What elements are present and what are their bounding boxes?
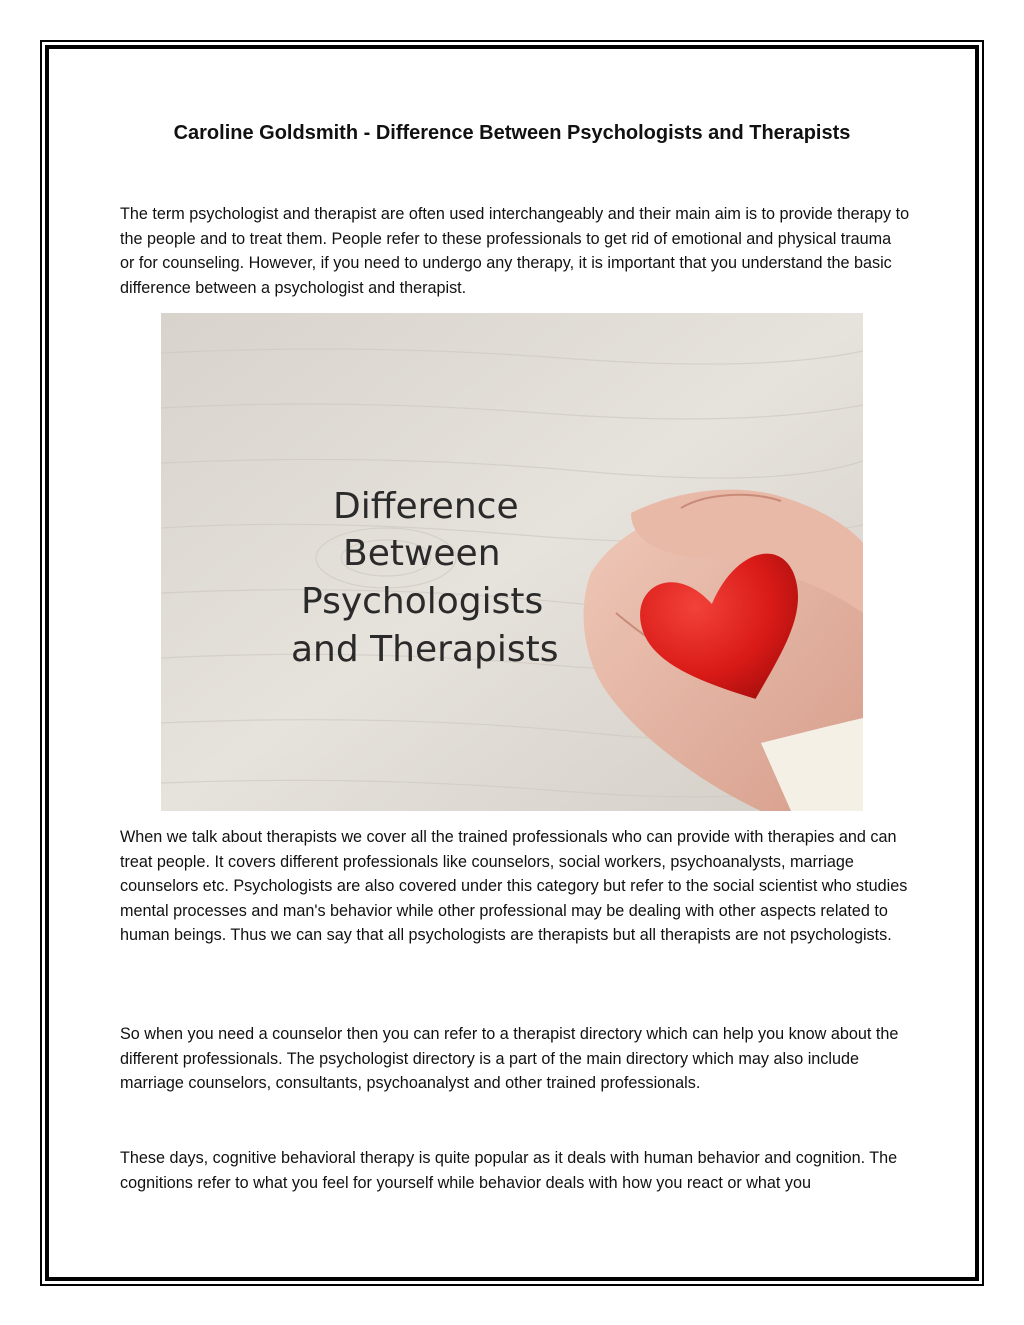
page-title: Caroline Goldsmith - Difference Between Psychologists and Therapists <box>173 122 851 144</box>
hero-image <box>161 313 863 811</box>
paragraph-intro: The term psychologist and therapist are often used interchangeably and their main aim is to provide therapy to the people and to treat them. People refer to these professionals to get rid of emotional and physical trauma or for counseling. However, if you need to undergo any therapy, it is important that you understand the basic difference between a psychologist and therapist. <box>120 205 910 297</box>
paragraph-cbt: These days, cognitive behavioral therapy is quite popular as it deals with human behavior and cognition. The cognitions refer to what you feel for yourself while behavior deals with how you react or what you <box>120 1149 898 1192</box>
image-text-line-1: Difference <box>333 486 519 527</box>
paragraph-directory: So when you need a counselor then you can refer to a therapist directory which can help you know about the different professionals. The psychologist directory is a part of the main directory which may also include marriage counselors, consultants, psychoanalyst and other trained professionals. <box>120 1025 899 1092</box>
image-text-line-3: Psychologists <box>301 581 544 622</box>
paragraph-therapists: When we talk about therapists we cover all the trained professionals who can provide with therapies and can treat people. It covers different professionals like counselors, social workers, psychoanalysts, marriage counselors etc. Psychologists are also covered under this category but refer to the social scientist who studies mental processes and man's behavior while other professional may be dealing with other aspects related to human beings. Thus we can say that all psychologists are therapists but all therapists are not psychologists. <box>120 828 908 944</box>
image-text-line-4: and Therapists <box>291 629 559 670</box>
image-text-line-2: Between <box>343 533 501 574</box>
